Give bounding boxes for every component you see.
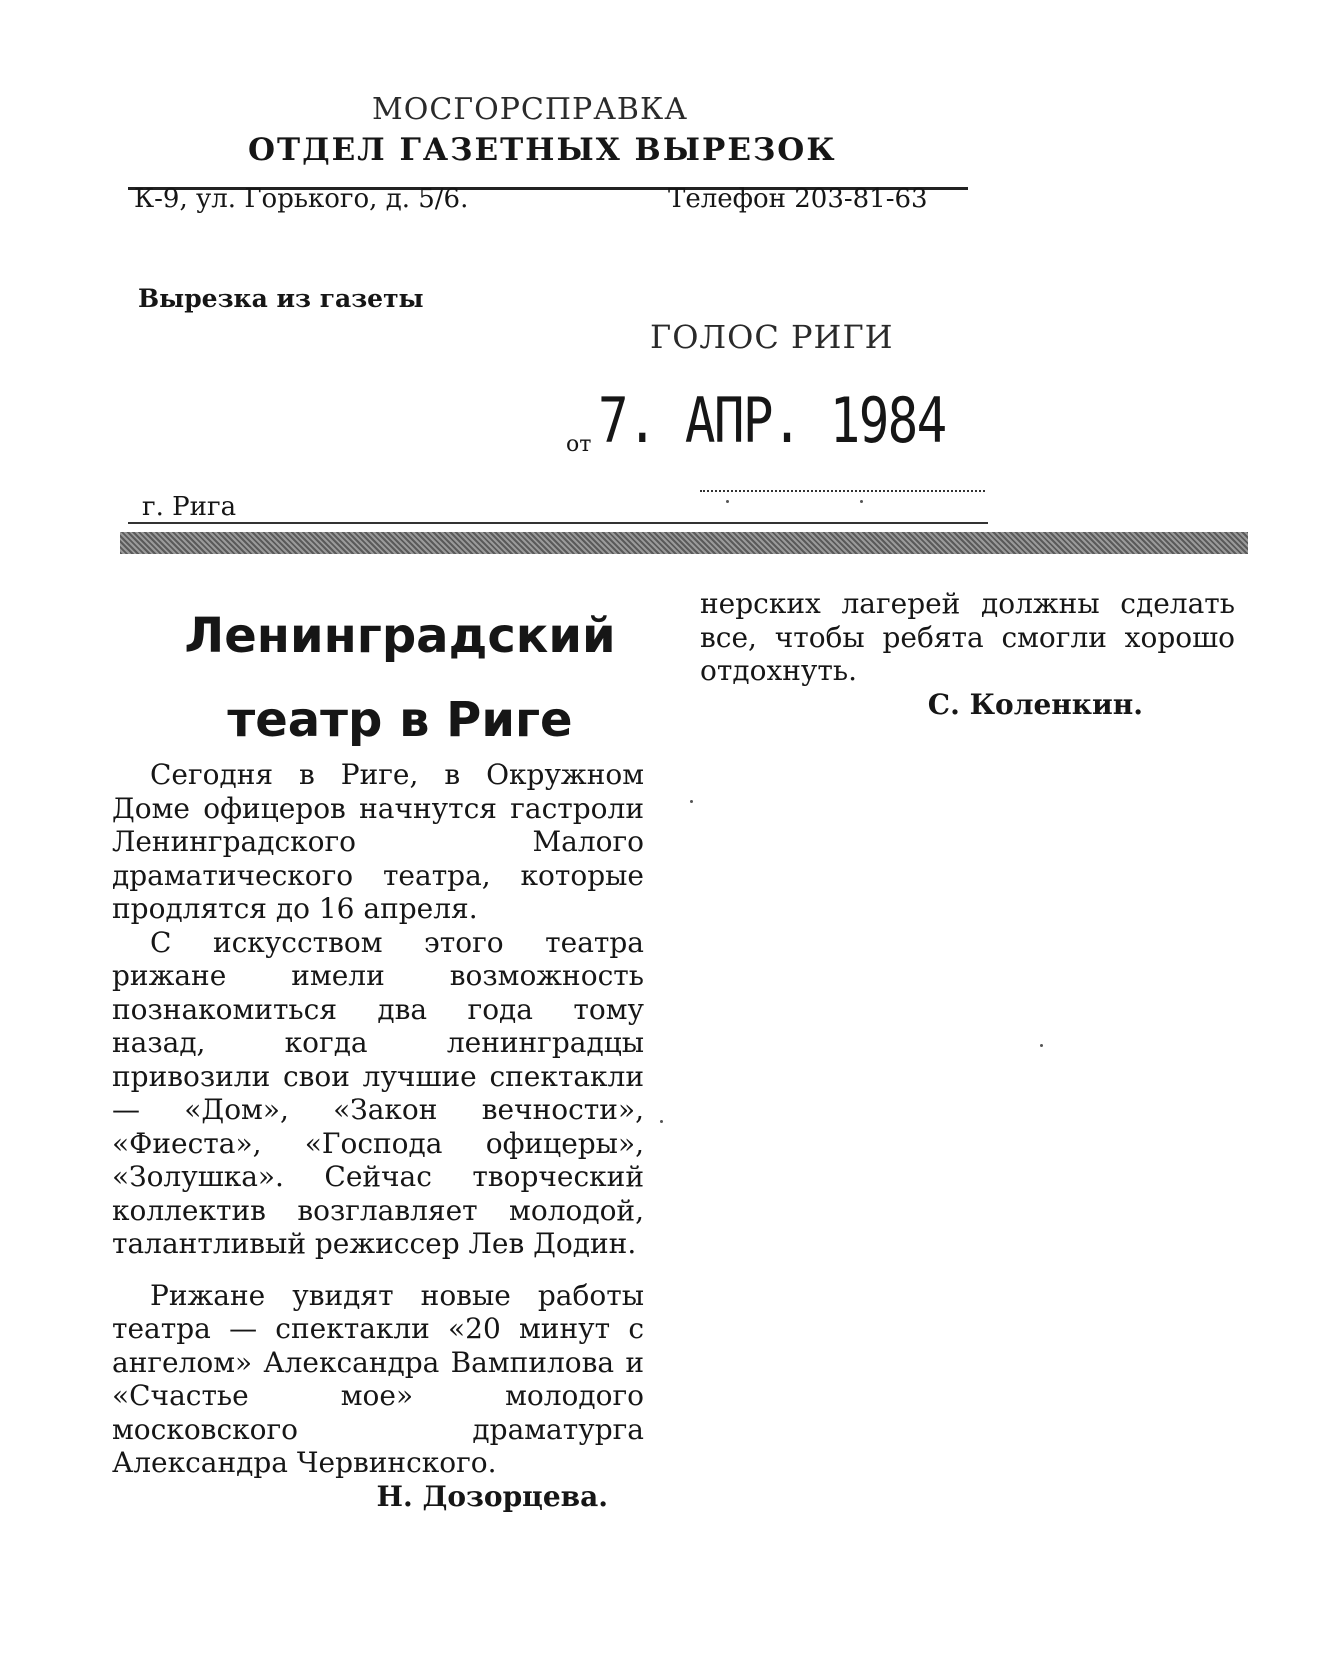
date-stamp: 7. АПР. 1984 [598,384,946,457]
clipping-divider [120,532,1248,554]
article-headline [150,594,650,762]
date-prefix: от [566,432,592,457]
scan-speck [1040,1044,1043,1047]
headline-line-1: Ленинградский [184,608,616,664]
clipping-label: Вырезка из газеты [138,284,424,313]
continuation-text: нерских лагерей должны сделать все, чтобы ребята смогли хорошо отдохнуть. [700,587,1235,687]
stamp-organization: МОСГОРСПРАВКА [372,92,688,127]
scan-speck [660,1120,663,1123]
continuation-column [700,587,1235,721]
article-body [112,758,644,1513]
headline-line-2: театр в Риге [227,692,573,748]
stamp-phone: Телефон 203-81-63 [668,184,928,214]
scan-speck [860,500,863,503]
date-underline [700,490,985,492]
scan-speck [690,800,693,803]
article-paragraph-3: Рижане увидят новые работы театра — спектакли «20 минут с ангелом» Александра Вампилова и «Счастье мое» молодого московского драматурга Александра Червинского. [112,1278,644,1479]
article-signature: Н. Дозорцева. [376,1479,608,1513]
stamp-department: ОТДЕЛ ГАЗЕТНЫХ ВЫРЕЗОК [248,132,837,168]
stamp-address-line [128,184,968,214]
stamp-address: К-9, ул. Горького, д. 5/6. [134,184,469,214]
continuation-signature: С. Коленкин. [927,687,1143,721]
newspaper-name: ГОЛОС РИГИ [650,318,894,356]
article-paragraph-2: С искусством этого театра рижане имели возможность познакомиться два года тому назад, когда ленинградцы привозили свои лучшие спектакли — «Дом», «Закон вечности», «Фиеста», «Господа офицеры», «Золушка». Сейчас творческий коллектив возглавляет молодой, талантливый режиссер Лев Додин. [112,925,644,1260]
scan-speck [726,500,729,503]
city-label: г. Рига [142,492,237,522]
article-paragraph-1: Сегодня в Риге, в Окружном Доме офицеров начнутся гастроли Ленинградского Малого драматического театра, которые продлятся до 16 апреля. [112,758,644,925]
city-underline [128,522,988,524]
